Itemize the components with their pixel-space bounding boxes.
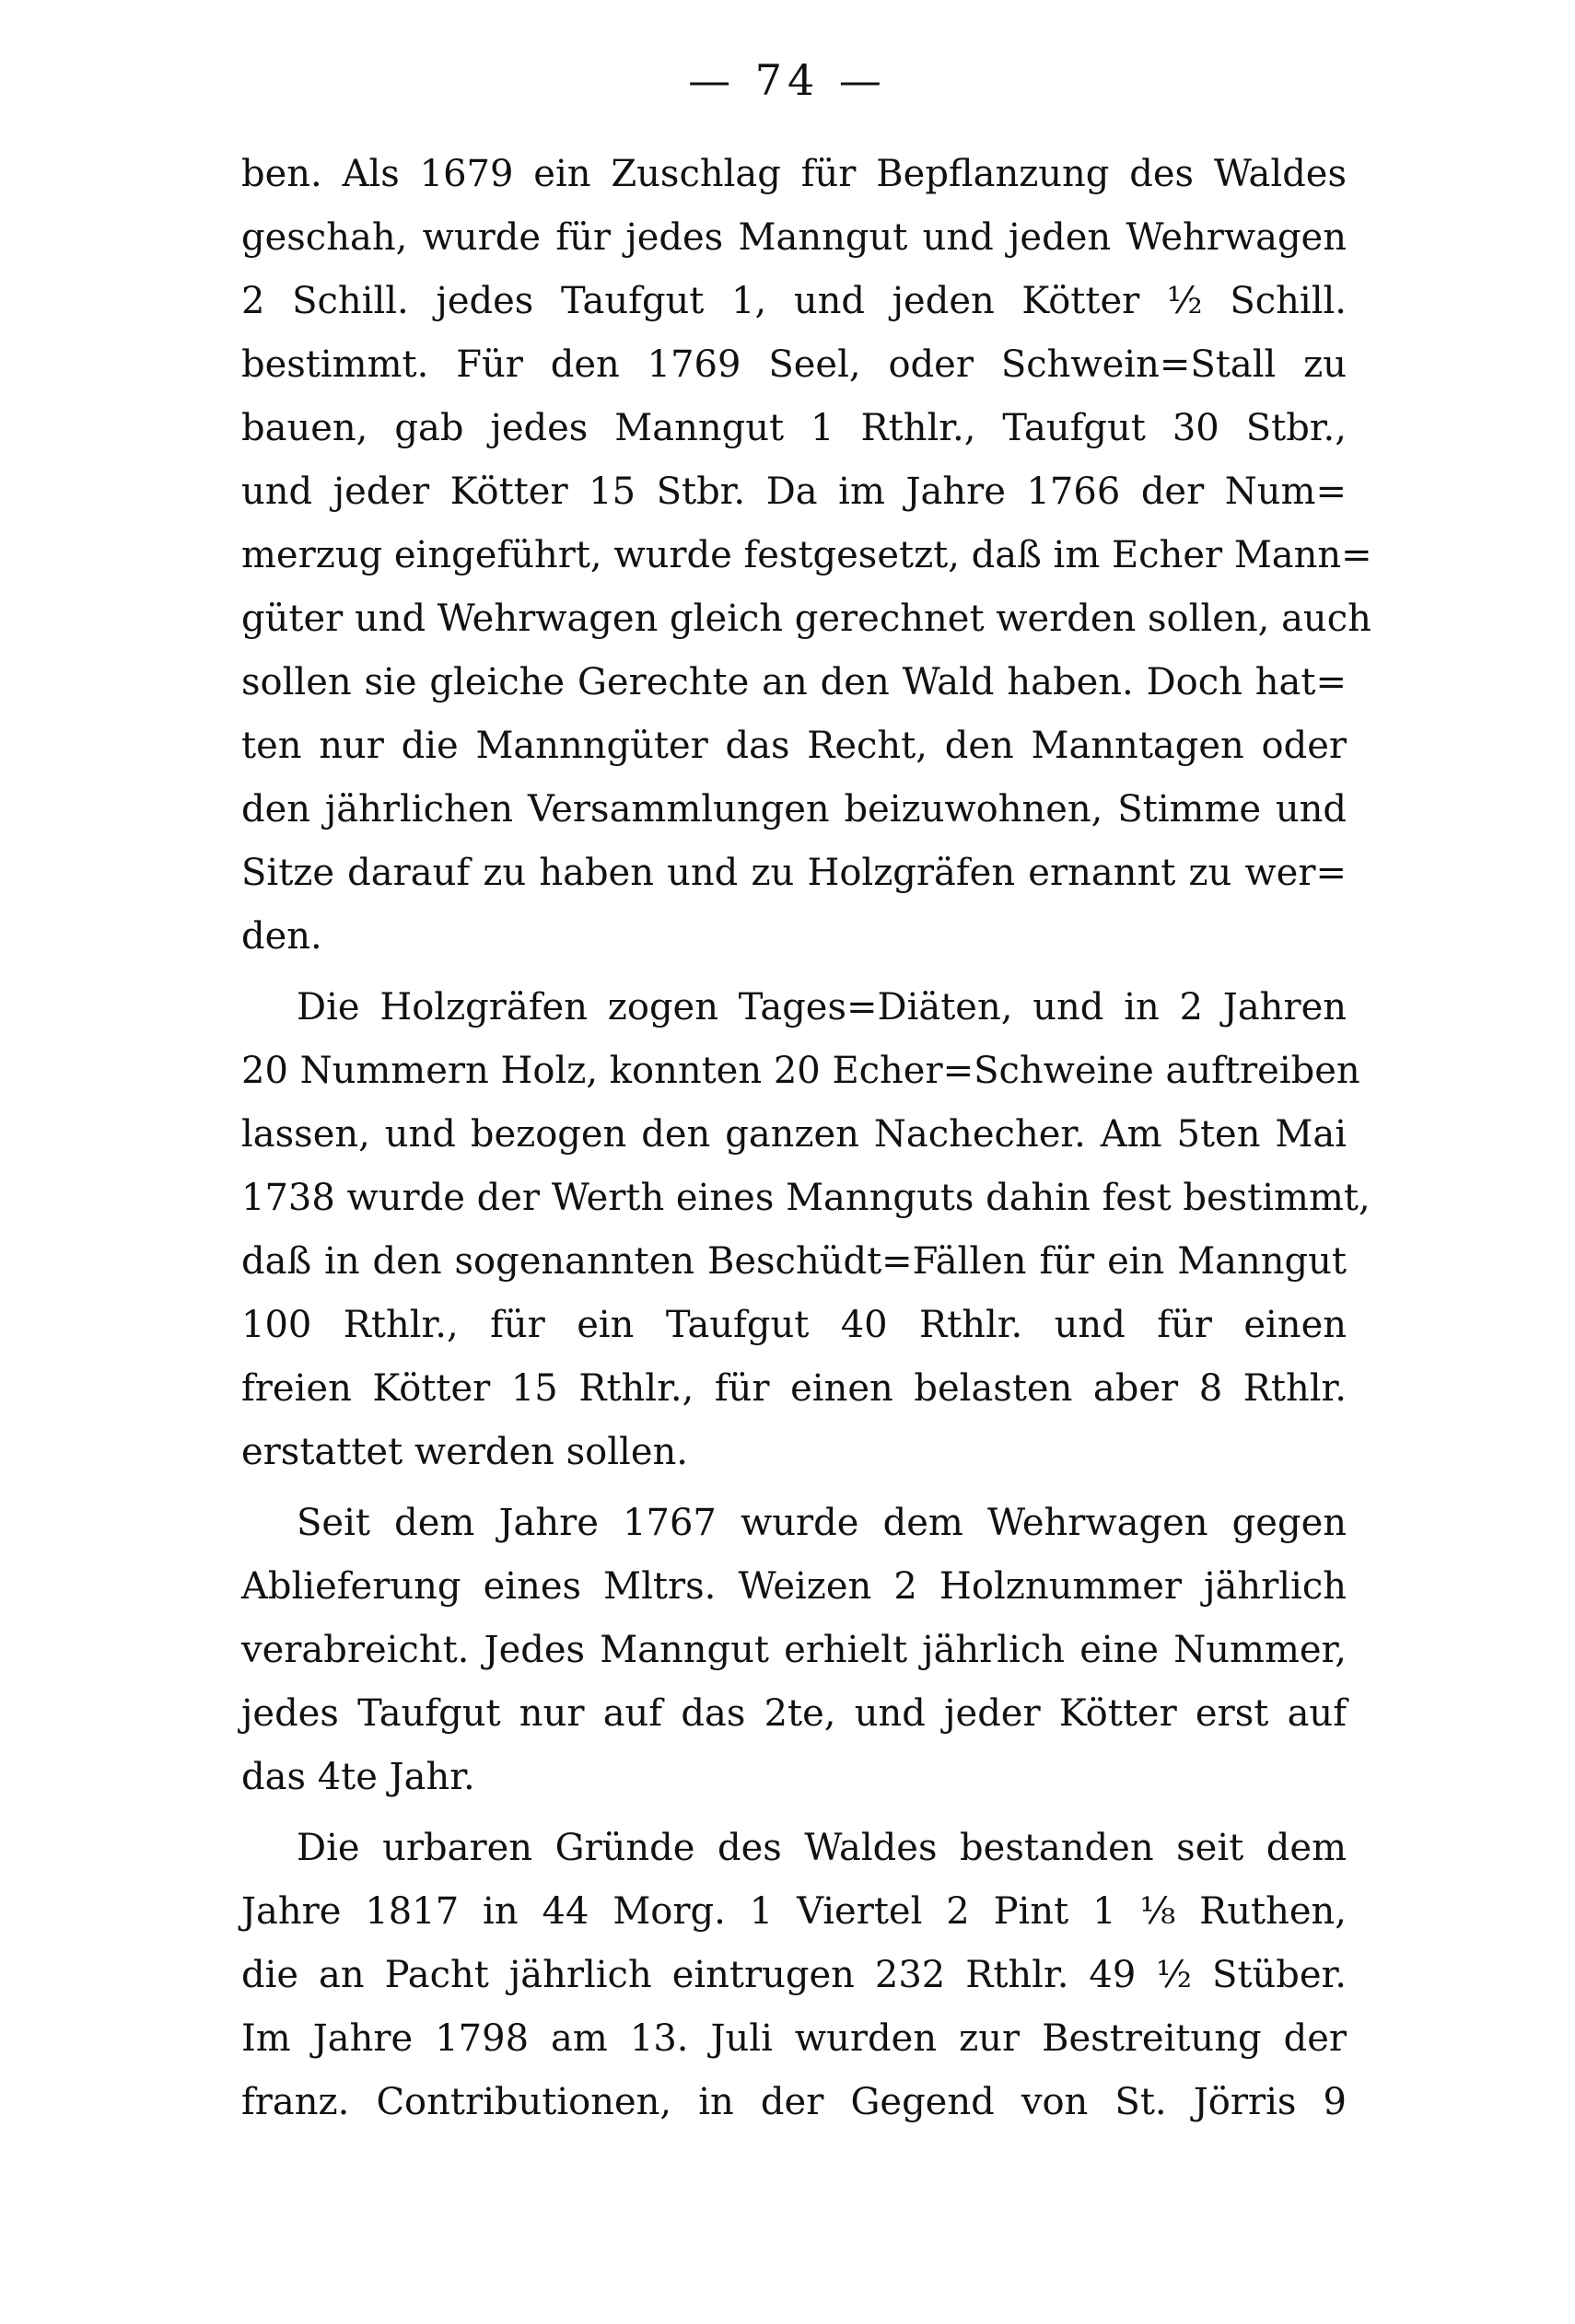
paragraph-3: [241, 1492, 1347, 1809]
text-line: sollen sie gleiche Gerechte an den Wald haben. Doch hat=: [241, 661, 1347, 703]
paragraph-gap: [241, 969, 1347, 976]
text-line: lassen, und bezogen den ganzen Nachecher. Am 5ten Mai: [241, 1113, 1347, 1156]
text-line: bauen, gab jedes Manngut 1 Rthlr., Taufgut 30 Stbr.,: [241, 407, 1347, 449]
page-number: — 74 —: [688, 55, 887, 105]
text-line: merzug eingeführt, wurde festgesetzt, daß im Echer Mann=: [241, 534, 1372, 576]
paragraph-4: [241, 1817, 1347, 2134]
text-line: die an Pacht jährlich eintrugen 232 Rthlr. 49 ½ Stüber.: [241, 1954, 1347, 1996]
text-line: daß in den sogenannten Beschüdt=Fällen für ein Manngut: [241, 1240, 1347, 1283]
text-line: freien Kötter 15 Rthlr., für einen belasten aber 8 Rthlr.: [241, 1367, 1347, 1410]
text-line: franz. Contributionen, in der Gegend von St. Jörris 9: [241, 2081, 1347, 2123]
text-line: geschah, wurde für jedes Manngut und jeden Wehrwagen: [241, 216, 1347, 259]
text-line: verabreicht. Jedes Manngut erhielt jährlich eine Nummer,: [241, 1629, 1347, 1671]
text-line: Jahre 1817 in 44 Morg. 1 Viertel 2 Pint 1 ⅛ Ruthen,: [241, 1890, 1347, 1933]
text-line: Im Jahre 1798 am 13. Juli wurden zur Bestreitung der: [241, 2017, 1347, 2060]
paragraph-gap: [241, 1809, 1347, 1817]
text-line: den jährlichen Versammlungen beizuwohnen, Stimme und: [241, 788, 1347, 831]
text-line: erstattet werden sollen.: [241, 1431, 688, 1473]
text-line: den.: [241, 915, 322, 958]
text-line: ten nur die Mannngüter das Recht, den Manntagen oder: [241, 725, 1347, 767]
text-line: Seit dem Jahre 1767 wurde dem Wehrwagen gegen: [297, 1502, 1347, 1544]
text-line: Die urbaren Gründe des Waldes bestanden seit dem: [297, 1827, 1347, 1869]
text-line: 20 Nummern Holz, konnten 20 Echer=Schweine auftreiben: [241, 1050, 1360, 1092]
text-line: Sitze darauf zu haben und zu Holzgräfen ernannt zu wer=: [241, 852, 1347, 894]
text-line: Ablieferung eines Mltrs. Weizen 2 Holznummer jährlich: [241, 1565, 1347, 1608]
text-line: Die Holzgräfen zogen Tages=Diäten, und in 2 Jahren: [297, 986, 1347, 1028]
body-text: [241, 143, 1372, 2134]
text-line: 1738 wurde der Werth eines Mannguts dahin fest bestimmt,: [241, 1177, 1371, 1219]
text-line: das 4te Jahr.: [241, 1756, 475, 1798]
text-line: 100 Rthlr., für ein Taufgut 40 Rthlr. und für einen: [241, 1304, 1347, 1346]
paragraph-2: [241, 976, 1371, 1484]
text-line: bestimmt. Für den 1769 Seel, oder Schwein=Stall zu: [241, 343, 1347, 386]
text-line: 2 Schill. jedes Taufgut 1, und jeden Kötter ½ Schill.: [241, 280, 1347, 322]
text-line: jedes Taufgut nur auf das 2te, und jeder Kötter erst auf: [241, 1692, 1347, 1735]
paragraph-gap: [241, 1484, 1347, 1492]
text-line: ben. Als 1679 ein Zuschlag für Bepflanzung des Waldes: [241, 153, 1347, 195]
paragraph-1: [241, 143, 1372, 969]
text-line: güter und Wehrwagen gleich gerechnet werden sollen, auch: [241, 598, 1371, 640]
text-line: und jeder Kötter 15 Stbr. Da im Jahre 1766 der Num=: [241, 471, 1347, 513]
